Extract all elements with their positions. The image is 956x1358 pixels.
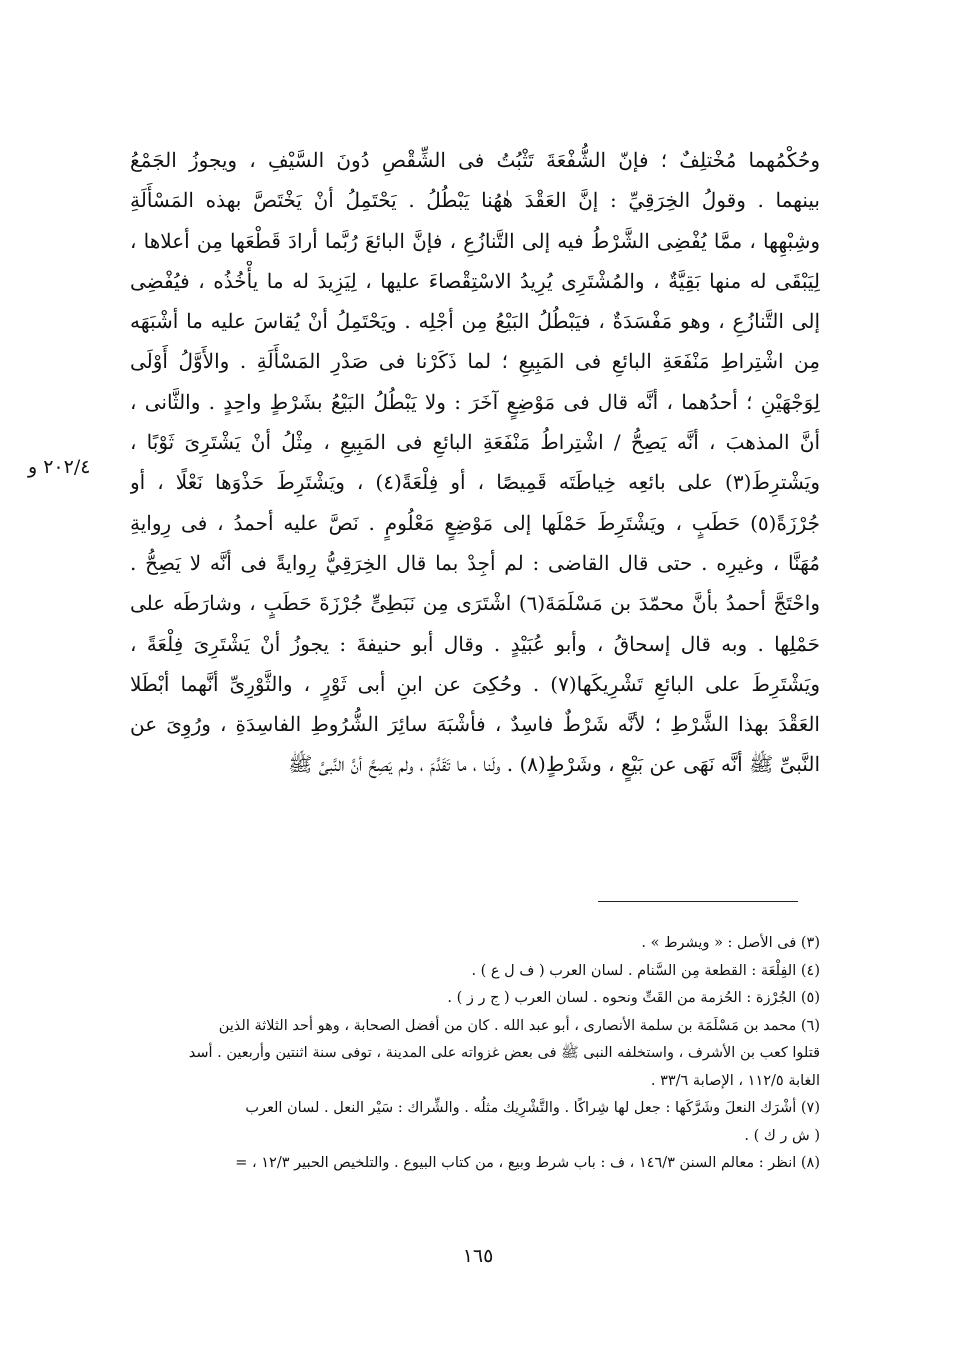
footnotes-section (128, 930, 820, 1178)
footnote-line: ( ش ر ك ) . (744, 1127, 820, 1144)
text-line: وشِبْهِها ، ممَّا يُفْضِى الشَّرْطُ فيه إلى التَّنازُعِ ، فإنَّ البائعَ رُبَّما أرادَ قَطْعَها مِن أعلاها ، (130, 228, 820, 253)
footnote-4 (128, 958, 820, 986)
text-line: ويَشْترِطَ(٣) على بائعِه خِياطَتَه قَمِيصًا ، أو فِلْعَةً(٤) ، ويَشْتَرِطَ حَذْوَها نَعْلًا ، أو (130, 470, 820, 495)
footnote-line: (٤) الفِلْعَة : القطعة مِن السَّنام . لسان العرب ( ف ل ع ) . (471, 962, 820, 979)
footnote-line: (٥) الجُرْزة : الحُزمة من القَتِّ ونحوه . لسان العرب ( ج ر ز ) . (447, 990, 820, 1006)
text-line: النَّبىِّ ﷺ أنَّه نَهَى عن بَيْعٍ ، وشَرْطٍ(٨) . ولَنا ، ما تَقَدَّمَ ، ولم يَصِحَّ أنَّ النَّبىَّ ﷺ (288, 752, 820, 777)
text-line: بينهما . وقولُ الخِرَقِيِّ : إنَّ العَقْدَ هٰهُنا يَبْطُلُ . يَحْتَمِلُ أنْ يَخْتَصَّ بهذه المَسْأَلَةِ (130, 188, 820, 213)
text-line: إلى التَّنازُعِ ، وهو مَفْسَدَةٌ ، فيَبْطُلُ البَيْعُ مِن أجْلِه . ويَحْتَمِلُ أنْ يُقاسَ عليه ما أشْبَهَه (130, 309, 820, 334)
footnote-line: (٦) محمد بن مَسْلَمَة بن سلمة الأنصارى ، أبو عبد الله . كان من أفضل الصحابة ، وهو أحد الثلاثة الذين (218, 1017, 820, 1034)
footnote-6 (128, 1013, 820, 1096)
footnote-line: قتلوا كعب بن الأشرف ، واستخلفه النبى ﷺ فى بعض غزواته على المدينة ، توفى سنة اثنتين وأربعين . أسد (188, 1045, 820, 1061)
footnote-7 (128, 1095, 820, 1150)
text-line: ويَشْتَرِطَ على البائعِ تَشْرِيكَها(٧) . وحُكِىَ عن ابنِ أبى ثَوْرٍ ، والثَّوْرِىِّ أنَّهما أبْطَلا (130, 671, 820, 696)
footnote-divider (598, 901, 798, 902)
footnote-line: (٣) فى الأصل : « ويشرط » . (641, 935, 820, 951)
text-line: العَقْدَ بهذا الشَّرْطِ ؛ لأنَّه شَرْطٌ فاسِدٌ ، فأشْبَهَ سائِرَ الشُّرُوطِ الفاسِدَةِ ، ورُوِىَ عن (130, 712, 820, 737)
text-line: واحْتَجَّ أحمدُ بأنَّ محمّدَ بن مَسْلَمَةَ(٦) اشْتَرَى مِن نَبَطِىٍّ جُرْزَةَ حَطَبٍ ، وشارَطَه على (130, 591, 820, 616)
text-line: حَمْلِها . وبه قال إسحاقُ ، وأبو عُبَيْدٍ . وقال أبو حنيفةَ : يجوزُ أنْ يَشْتَرِىَ فِلْعَةً ، (130, 631, 820, 656)
text-line: جُرْزَةً(٥) حَطَبٍ ، ويَشْتَرِطَ حَمْلَها إلى مَوْضِعٍ مَعْلُومٍ . نَصَّ عليه أحمدُ ، فى رِوايةِ (130, 510, 820, 535)
text-line: أنَّ المذهبَ ، أنَّه يَصِحُّ / اشْتِراطُ مَنْفَعَةِ البائعِ فى المَبِيعِ ، مِثْلُ أنْ يَشْتَرِىَ ثَوْبًا ، (130, 430, 820, 455)
manuscript-folio-marker: ٢٠٢/٤ و (28, 456, 91, 478)
footnote-line: (٨) انظر : معالم السنن ١٤٦/٣ ، ف : باب شرط وبيع ، من كتاب البيوع . والتلخيص الحبير ١٢/٣ ، = (235, 1155, 820, 1171)
text-line: لِوَجْهَيْنِ ؛ أحدُهما ، أنَّه قال فى مَوْضِعٍ آخَرَ : ولا يَبْطُلُ البَيْعُ بشَرْطٍ واحِدٍ . والثَّانى ، (130, 389, 820, 414)
text-line: مِن اشْتِراطِ مَنْفَعَةِ البائعِ فى المَبِيعِ ؛ لما ذَكَرْنا فى صَدْرِ المَسْأَلَةِ . والأَوَّلُ أَوْلَى (130, 349, 820, 374)
footnote-5 (128, 985, 820, 1013)
page-number: ١٦٥ (462, 1245, 494, 1267)
text-line: مُهَنَّا ، وغيرِه . حتى قال القاضى : لم أجِدْ بما قال الخِرَقِيُّ رِوايةً فى أنَّه لا يَصِحُّ . (130, 550, 820, 575)
text-line: لِيَبْقَى له منها بَقِيَّةٌ ، والمُشْتَرِى يُرِيدُ الاسْتِقْصاءَ عليها ، لِيَزِيدَ له ما يأْخُذُه ، فيُفْضِى (130, 268, 820, 293)
text-line: وحُكْمُهما مُخْتلِفٌ ؛ فإنّ الشُّفْعَةَ تَثْبُتُ فى الشِّقْصِ دُونَ السَّيْفِ ، ويجوزُ الجَمْعُ (130, 148, 820, 172)
footnote-8 (128, 1150, 820, 1178)
footnote-line: (٧) أشْرَك النعلَ وشَرَّكَها : جعل لها شِراكًا . والتَّشْرِيك مثلُه . والشِّراك : سَيْر النعل . لسان العرب (245, 1100, 820, 1116)
footnote-3 (128, 930, 820, 958)
footnote-line: الغابة ١١٢/٥ ، الإصابة ٣٣/٦ . (650, 1072, 820, 1089)
main-text-body (130, 140, 820, 785)
